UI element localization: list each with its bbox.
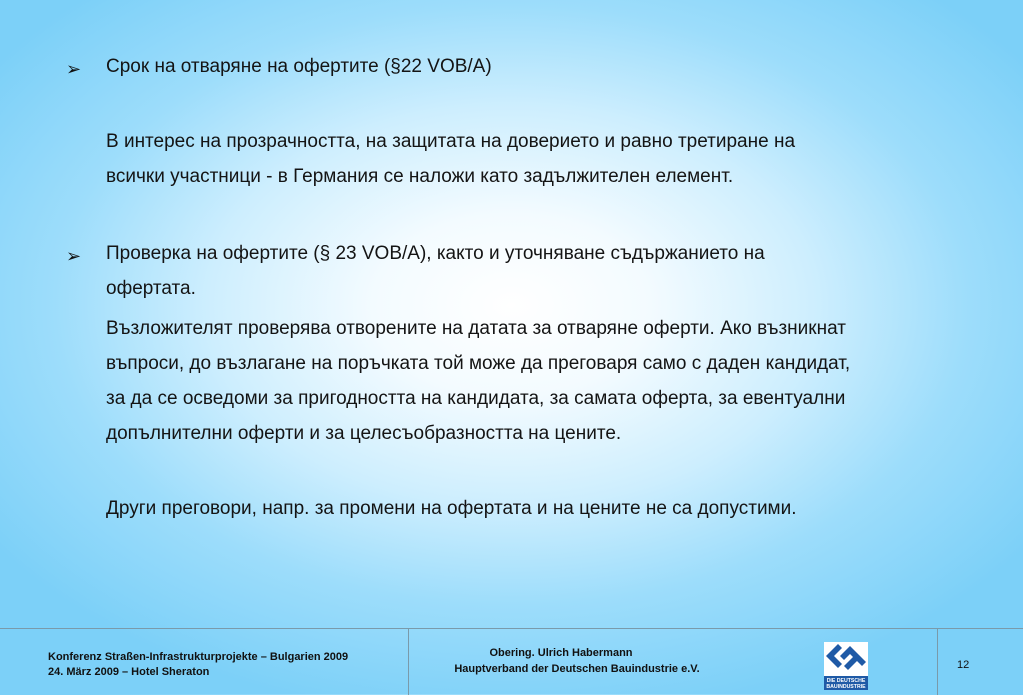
footer-date-venue: 24. März 2009 – Hotel Sheraton — [48, 666, 210, 678]
arrow-bullet-icon: ➢ — [66, 246, 82, 266]
bullet-item-verification: Проверка на офертите (§ 23 VOB/A), както и уточняване съдържанието на офертата. — [106, 243, 765, 299]
arrow-bullet-icon: ➢ — [66, 59, 82, 79]
page-number: 12 — [957, 659, 970, 671]
paragraph-other-negotiations: Други преговори, напр. за промени на офертата и на цените не са допустими. — [106, 498, 797, 519]
footer-conference: Konferenz Straßen-Infrastrukturprojekte – Bulgarien 2009 — [48, 651, 349, 663]
paragraph-contracting-authority: Възложителят проверява отворените на датата за отваряне оферти. Ако възникнат въпроси, до възлагане на поръчката той може да преговаря само с даден кандидат, за да се осведоми за пригодността на кандидата, за самата оферта, за евентуални допълнителни оферти и за целесъобразността на цените. — [106, 318, 851, 444]
logo-text-line1: DIE DEUTSCHE — [826, 678, 866, 684]
logo-text-line2: BAUINDUSTRIE — [826, 684, 866, 690]
bullet-item-opening: Срок на отваряне на офертите (§22 VOB/A) — [106, 56, 492, 77]
bauindustrie-logo — [820, 640, 870, 690]
paragraph-transparency: В интерес на прозрачността, на защитата на доверието и равно третиране на всички участници - в Германия се наложи като задължителен елемент. — [106, 131, 796, 187]
bauindustrie-logo-icon — [820, 640, 870, 690]
slide-footer — [0, 628, 1023, 695]
footer-divider — [937, 629, 938, 695]
footer-organization: Hauptverband der Deutschen Bauindustrie e.V. — [454, 663, 700, 675]
footer-speaker: Obering. Ulrich Habermann — [489, 647, 633, 659]
